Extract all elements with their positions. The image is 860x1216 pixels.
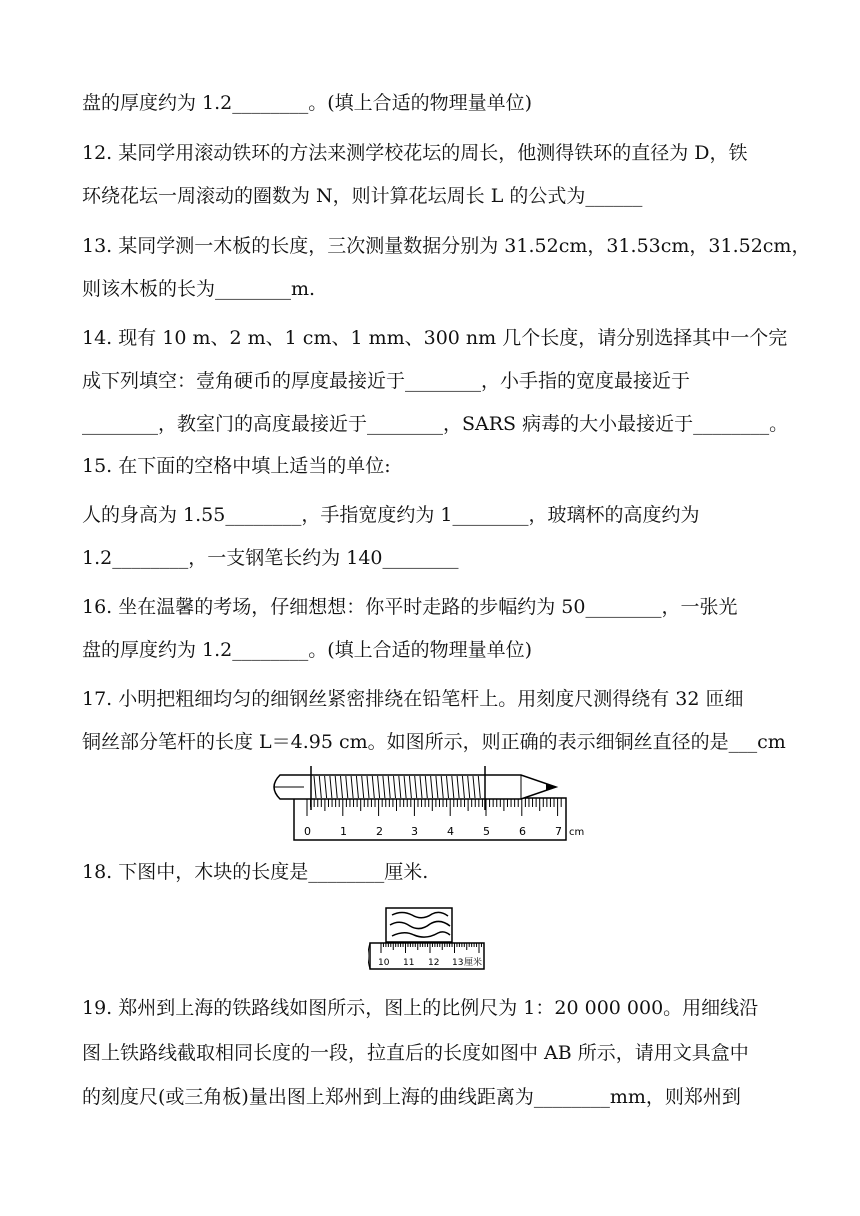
text-line: 1.2________，一支钢笔长约为 140________	[82, 547, 459, 569]
text-line: 人的身高为 1.55________，手指宽度约为 1________，玻璃杯的高度约为	[82, 504, 700, 526]
text-line: 图上铁路线截取相同长度的一段，拉直后的长度如图中 AB 所示，请用文具盒中	[82, 1042, 749, 1064]
text-line: 成下列填空：壹角硬币的厚度最接近于________，小手指的宽度最接近于	[82, 370, 691, 392]
text-line: 的刻度尺(或三角板)量出图上郑州到上海的曲线距离为________mm，则郑州到	[82, 1086, 741, 1108]
ruler-tick-label: 2	[376, 825, 383, 838]
pencil-ruler-figure	[266, 762, 596, 844]
question-13: 13. 某同学测一木板的长度，三次测量数据分别为 31.52cm，31.53cm，31.52cm，	[82, 235, 811, 257]
ruler-tick-label: 3	[411, 825, 418, 838]
question-16: 16. 坐在温馨的考场，仔细想想：你平时走路的步幅约为 50________，一张光	[82, 596, 738, 618]
ruler-tick-label: 0	[304, 825, 311, 838]
ruler-tick-label: 1	[340, 825, 347, 838]
question-19: 19. 郑州到上海的铁路线如图所示，图上的比例尺为 1：20 000 000。用细线沿	[82, 997, 759, 1019]
wood-block-ruler-figure	[368, 905, 488, 973]
ruler-tick-label: 7	[555, 825, 562, 838]
ruler-unit: cm	[569, 827, 585, 838]
ruler-tick-label: 10	[378, 958, 390, 968]
ruler-tick-label: 11	[403, 958, 415, 968]
ruler-tick-label: 12	[428, 958, 440, 968]
ruler-unit: 厘米	[464, 958, 483, 968]
question-12: 12. 某同学用滚动铁环的方法来测学校花坛的周长，他测得铁环的直径为 D，铁	[82, 142, 748, 164]
question-15: 15. 在下面的空格中填上适当的单位:	[82, 455, 391, 477]
ruler-tick-label: 6	[519, 825, 526, 838]
text-line: 铜丝部分笔杆的长度 L＝4.95 cm。如图所示，则正确的表示细铜丝直径的是___cm	[82, 731, 786, 753]
question-17: 17. 小明把粗细均匀的细钢丝紧密排绕在铅笔杆上。用刻度尺测得绕有 32 匝细	[82, 688, 744, 710]
question-14: 14. 现有 10 m、2 m、1 cm、1 mm、300 nm 几个长度，请分别选择其中一个完	[82, 327, 788, 349]
text-line: ________，教室门的高度最接近于________，SARS 病毒的大小最接近于________。	[82, 413, 789, 435]
question-18: 18. 下图中，木块的长度是________厘米.	[82, 861, 429, 883]
ruler-tick-label: 4	[447, 825, 454, 838]
text-line: 环绕花坛一周滚动的圈数为 N，则计算花坛周长 L 的公式为______	[82, 185, 643, 207]
ruler-tick-label: 5	[483, 825, 490, 838]
text-line: 盘的厚度约为 1.2________。(填上合适的物理量单位)	[82, 92, 533, 114]
ruler-tick-label: 13	[452, 958, 464, 968]
text-line: 则该木板的长为________m.	[82, 278, 316, 300]
text-line: 盘的厚度约为 1.2________。(填上合适的物理量单位)	[82, 639, 533, 661]
